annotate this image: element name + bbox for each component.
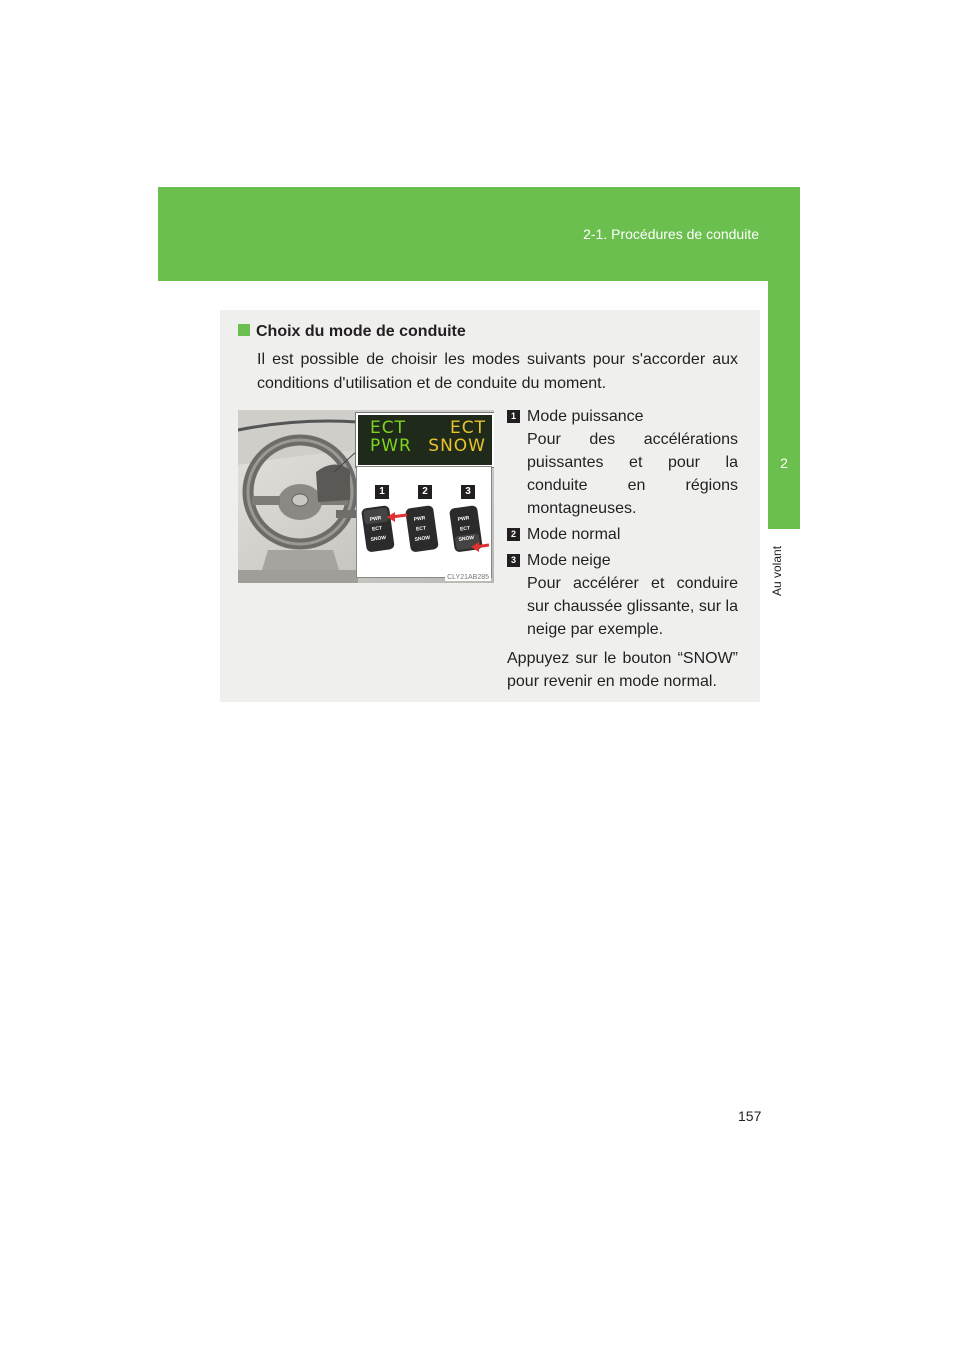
chapter-tab <box>768 281 800 529</box>
illustration-code: CLY21AB285 <box>447 574 489 581</box>
item-title: Mode normal <box>527 526 621 543</box>
switch3-label-pwr: PWR <box>457 515 470 523</box>
green-square-icon <box>238 324 250 336</box>
switch1-labels <box>362 512 392 545</box>
item-description: Pour accélérer et conduire sur chaussée glissante, sur la neige par exemple. <box>527 575 738 638</box>
display-pwr-group <box>370 419 412 455</box>
chapter-number: 2 <box>780 455 788 471</box>
display-snow-group <box>428 419 486 455</box>
switch1-label-ect: ECT <box>371 525 383 533</box>
display-ect-left: ECT <box>370 418 406 438</box>
callout-1: 1 <box>375 485 389 499</box>
callout-2: 2 <box>418 485 432 499</box>
snow-reset-note: Appuyez sur le bouton “SNOW” pour revenir en mode normal. <box>507 650 738 690</box>
meter-cluster <box>316 464 350 502</box>
switch-closeup-panel <box>356 466 492 578</box>
intro-paragraph: Il est possible de choisir les modes suivants pour s'accorder aux conditions d'utilisation et de conduite du moment. <box>257 351 738 392</box>
switch2-label-pwr: PWR <box>413 515 426 523</box>
drive-mode-illustration <box>238 410 494 583</box>
display-ect-right: ECT <box>450 418 486 438</box>
section-heading <box>238 323 466 341</box>
callout-3: 3 <box>461 485 475 499</box>
item-number-3: 3 <box>507 554 520 567</box>
switch2-labels <box>406 512 436 545</box>
item-number-1: 1 <box>507 410 520 423</box>
switch2-label-snow: SNOW <box>414 534 431 543</box>
switch3-labels <box>450 512 480 545</box>
ect-display-panel <box>356 413 494 467</box>
display-pwr: PWR <box>370 436 412 456</box>
section-title: 2-1. Procédures de conduite <box>583 226 759 242</box>
switch1-label-pwr: PWR <box>369 515 382 523</box>
mode-item-normal <box>507 523 738 546</box>
item-number-2: 2 <box>507 528 520 541</box>
switch2-label-ect: ECT <box>415 525 427 533</box>
mode-item-snow <box>507 549 738 641</box>
item-title: Mode neige <box>527 552 611 569</box>
item-description: Pour des accélérations puissantes et pour la conduite en régions montagneuses. <box>527 431 738 517</box>
display-snow: SNOW <box>428 436 486 456</box>
switch3-label-snow: SNOW <box>458 534 475 543</box>
switch3-label-ect: ECT <box>459 525 471 533</box>
page-number: 157 <box>738 1108 762 1124</box>
section-heading-text: Choix du mode de conduite <box>256 323 466 340</box>
header-band <box>158 187 800 281</box>
item-title: Mode puissance <box>527 408 644 425</box>
mode-list <box>507 405 738 693</box>
chapter-label: Au volant <box>770 545 784 597</box>
content-panel <box>220 310 760 702</box>
switch1-label-snow: SNOW <box>370 534 387 543</box>
mode-item-power <box>507 405 738 520</box>
